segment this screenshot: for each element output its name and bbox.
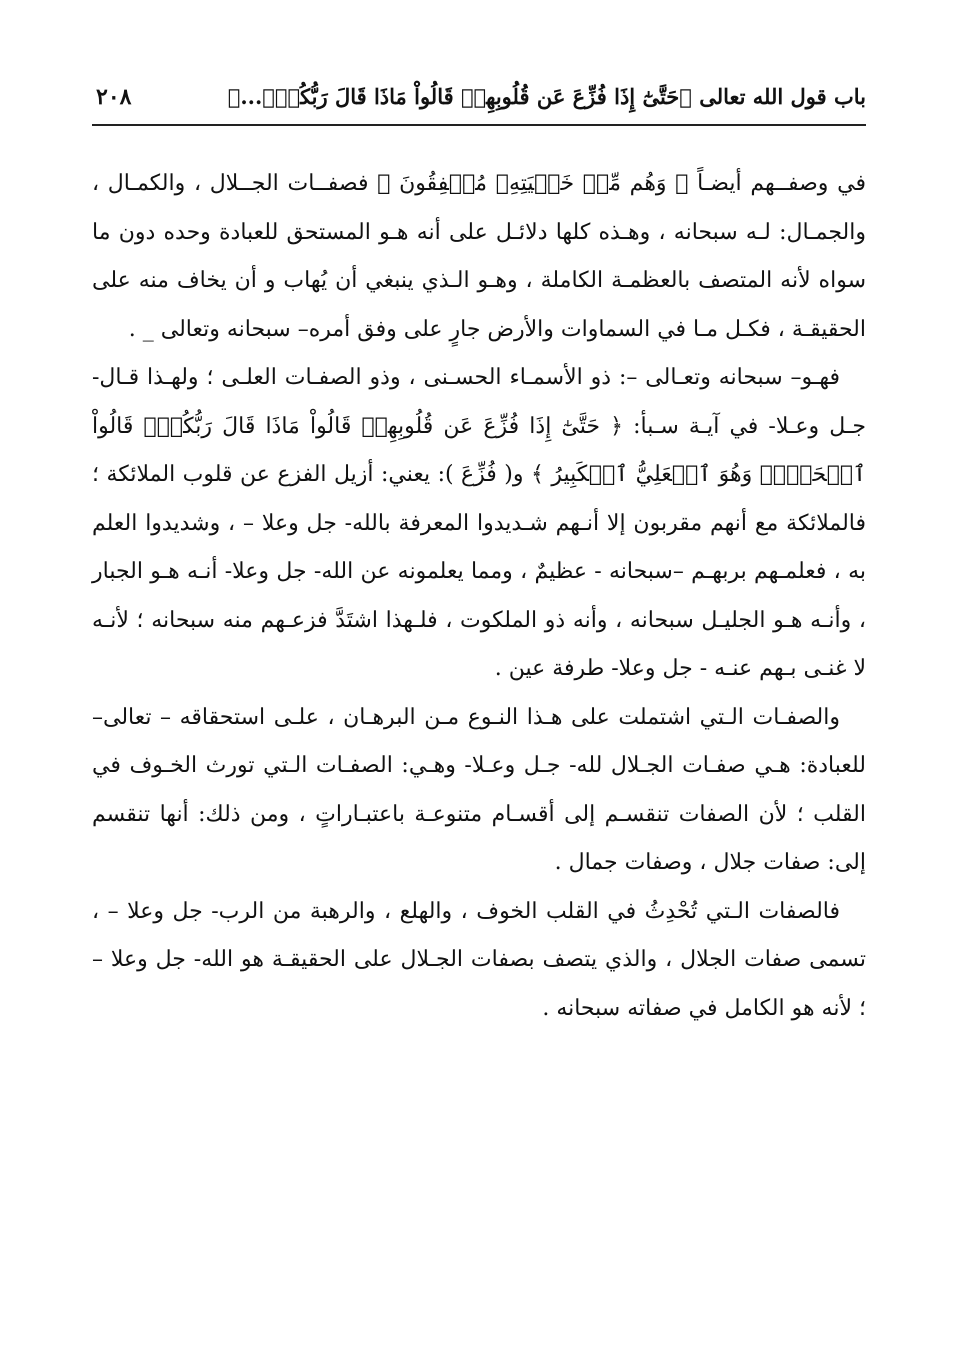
paragraph-4: فالصفات الـتي تُحْدِثُ في القلب الخوف ، والهلع ، والرهبة من الرب- جل وعلا – ، تسمى صفات الجلال ، والذي يتصف بصفات الجـلال على الحقيقـة هو الله- جل وعلا – ؛ لأنه هو الكامل في صفاته سبحانه . xyxy=(92,898,866,1021)
paragraph-1: في وصفــهم أيضـاً ﴿ وَهُم مِّنۡ خَشۡيَتِهِۦ مُشۡفِقُونَ ﴾ فصفــات الجــلال ، والكمـال ، والجمـال: لـه سبحانه ، وهـذه كلها دلائـل على أنه هـو المستحق للعبادة وحده دون ما سواه لأنه المتصف بالعظمـة الكاملة ، وهـو الـذي ينبغي أن يُهاب و أن يخاف منه على الحقيقـة ، فكـل مـا في السماوات والأرض جارٍ على وفق أمره– سبحانه وتعالى _ . xyxy=(92,171,866,342)
header-divider xyxy=(92,124,866,126)
chapter-title: باب قول الله تعالى ﴿حَتَّىٰٓ إِذَا فُزِّعَ عَن قُلُوبِهِمۡ قَالُواْ مَاذَا قَالَ رَبُّكُمۡۖ...﴾ xyxy=(227,84,866,109)
paragraph-3: والصفـات الـتي اشتملت على هـذا النـوع مـن البرهـان ، علـى استحقاقه – تعالى– للعبادة: هـي صفـات الجـلال لله- جـل وعـلا- وهـي: الصفـات الـتي تورث الخـوف في القلب ؛ لأن الصفات تنقسـم إلى أقسـام متنوعـة باعتبـاراتٍ ، ومن ذلك: أنها تنقسم إلى: صفات جلال ، وصفات جمال . xyxy=(92,704,866,875)
running-header xyxy=(92,80,866,126)
body-text xyxy=(92,160,866,1033)
paragraph-2: فهـو– سبحانه وتعـالى –: ذو الأسمـاء الحسـنى ، وذو الصفـات العلـى ؛ ولهـذا قـال- جـل وعـلا- في آيـة سـبأ: ﴿ حَتَّىٰٓ إِذَا فُزِّعَ عَن قُلُوبِهِمۡ قَالُواْ مَاذَا قَالَ رَبُّكُمۡۖ قَالُواْ ٱلۡحَقَّۖ وَهُوَ ٱلۡعَلِيُّ ٱلۡكَبِيرُ ﴾ و( فُزِّعَ ): يعني: أزيل الفزع عن قلوب الملائكة ؛ فالملائكة مع أنهم مقربون إلا أنـهم شـديدوا المعرفة بالله- جل وعلا – ، وشديدوا العلم به ، فعلمـهم بربهـم –سبحانه - عظيمٌ ، ومما يعلمونه عن الله- جل وعلا- أنـه هـو الجبار ، وأنـه هـو الجليـل سبحانه ، وأنه ذو الملكوت ، فلـهذا اشتَدَّ فزعـهم منه سبحانه ؛ لأنـه لا غنـى بـهم عنـه - جل وعلا- طرفة عين . xyxy=(92,365,866,681)
page-number: ٢٠٨ xyxy=(96,84,132,110)
